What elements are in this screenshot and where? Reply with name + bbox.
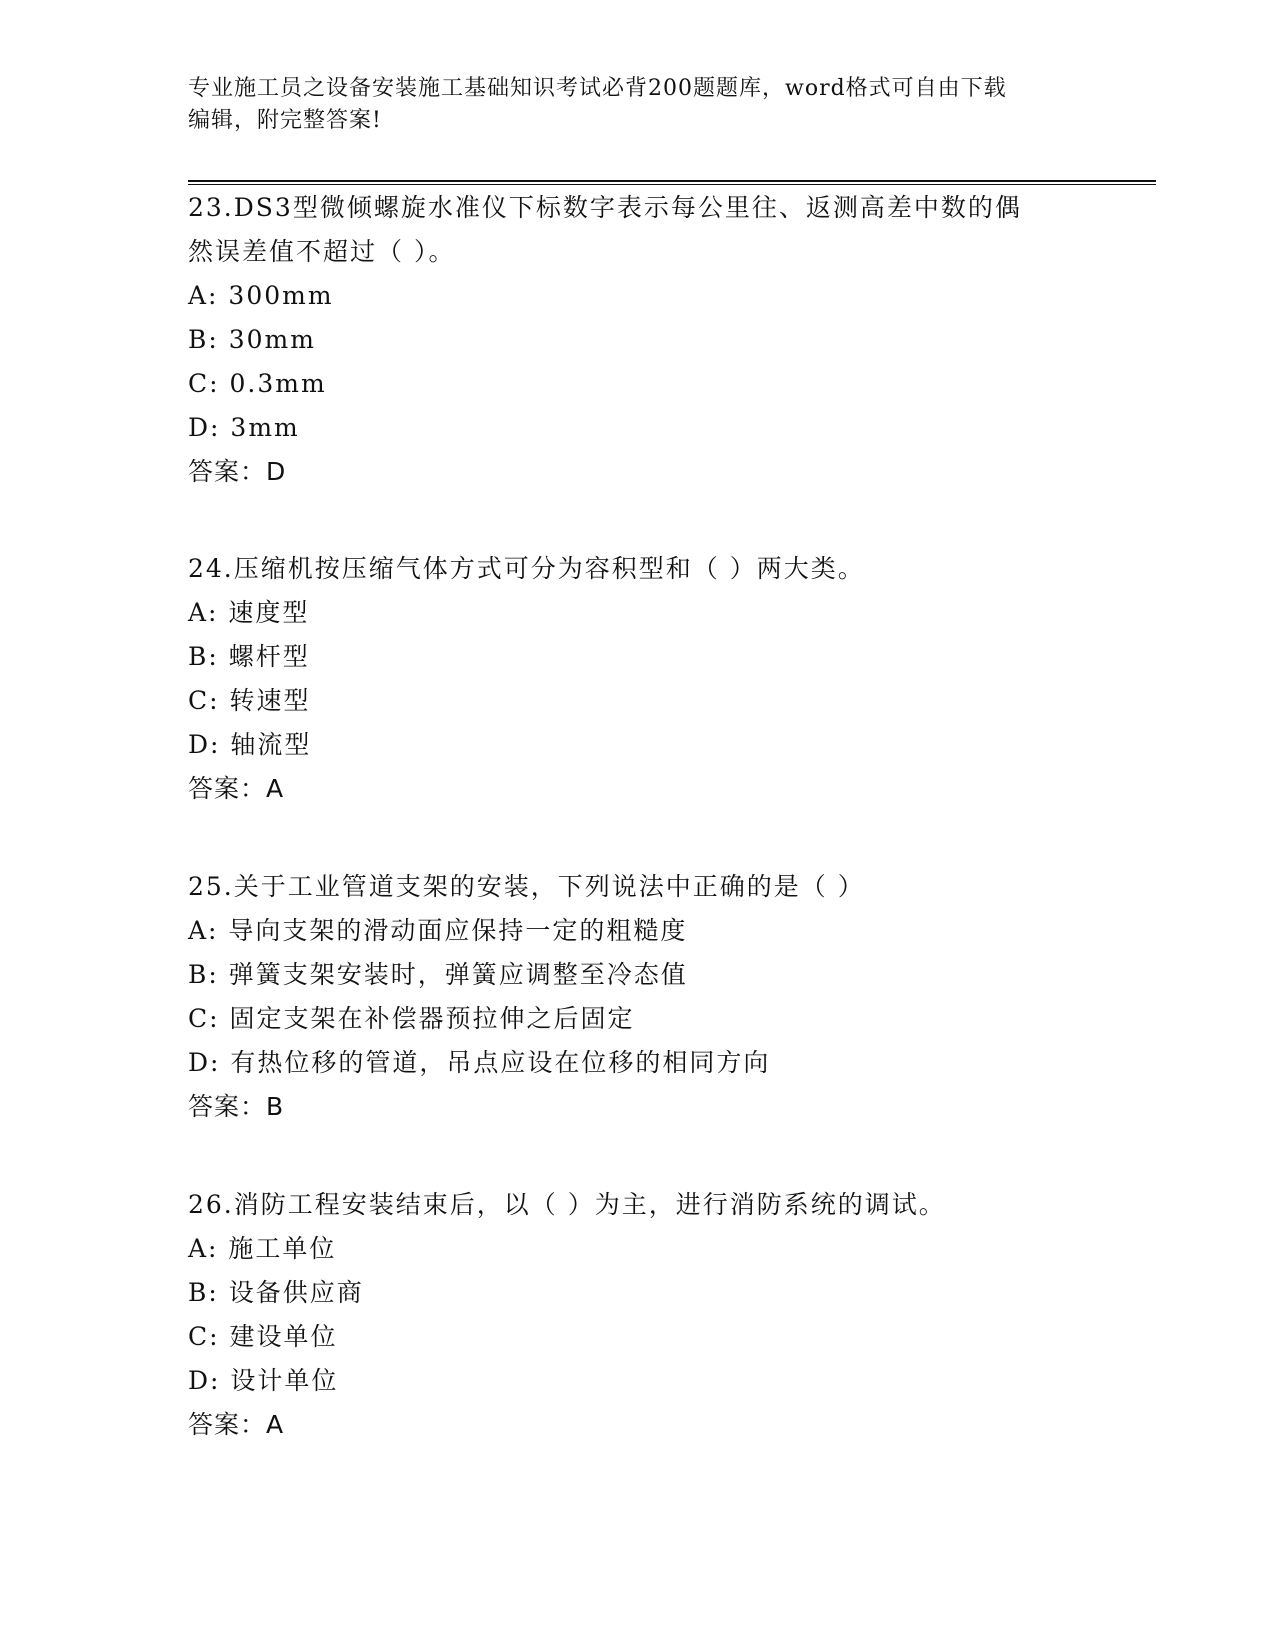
option-d: D: 有热位移的管道，吊点应设在位移的相同方向 (188, 1048, 771, 1077)
option-a: A: 速度型 (188, 598, 310, 627)
option-b: B: 螺杆型 (188, 642, 310, 671)
question-26 (188, 1183, 1088, 1447)
option-a: A: 施工单位 (188, 1234, 337, 1263)
option-c: C: 转速型 (188, 686, 311, 715)
option-d: D: 设计单位 (188, 1366, 339, 1395)
header-divider-thin (188, 184, 1156, 185)
option-a: A: 300mm (188, 281, 334, 310)
answer-line: 答案：A (188, 1410, 285, 1439)
option-d: D: 轴流型 (188, 730, 312, 759)
question-25 (188, 865, 1088, 1129)
question-24 (188, 547, 1088, 811)
option-b: B: 30mm (188, 325, 316, 354)
option-b: B: 设备供应商 (188, 1278, 364, 1307)
question-stem: 26.消防工程安装结束后，以（ ）为主，进行消防系统的调试。 (188, 1190, 946, 1219)
document-header: 专业施工员之设备安装施工基础知识考试必背200题题库，word格式可自由下载 编辑，附完整答案! (188, 76, 1007, 133)
question-stem: 24.压缩机按压缩气体方式可分为容积型和（ ）两大类。 (188, 554, 865, 583)
option-c: C: 建设单位 (188, 1322, 338, 1351)
option-c: C: 0.3mm (188, 369, 327, 398)
option-a: A: 导向支架的滑动面应保持一定的粗糙度 (188, 916, 688, 945)
question-23 (188, 186, 1088, 494)
answer-line: 答案：B (188, 1092, 285, 1121)
answer-line: 答案：A (188, 774, 285, 803)
answer-line: 答案：D (188, 457, 287, 486)
header-divider-thick (188, 180, 1156, 182)
option-c: C: 固定支架在补偿器预拉伸之后固定 (188, 1004, 635, 1033)
option-d: D: 3mm (188, 413, 300, 442)
option-b: B: 弹簧支架安装时，弹簧应调整至冷态值 (188, 960, 688, 989)
question-stem: 23.DS3型微倾螺旋水准仪下标数字表示每公里往、返测高差中数的偶 然误差值不超过（ ）。 (188, 193, 1022, 266)
question-stem: 25.关于工业管道支架的安装，下列说法中正确的是（ ） (188, 872, 865, 901)
